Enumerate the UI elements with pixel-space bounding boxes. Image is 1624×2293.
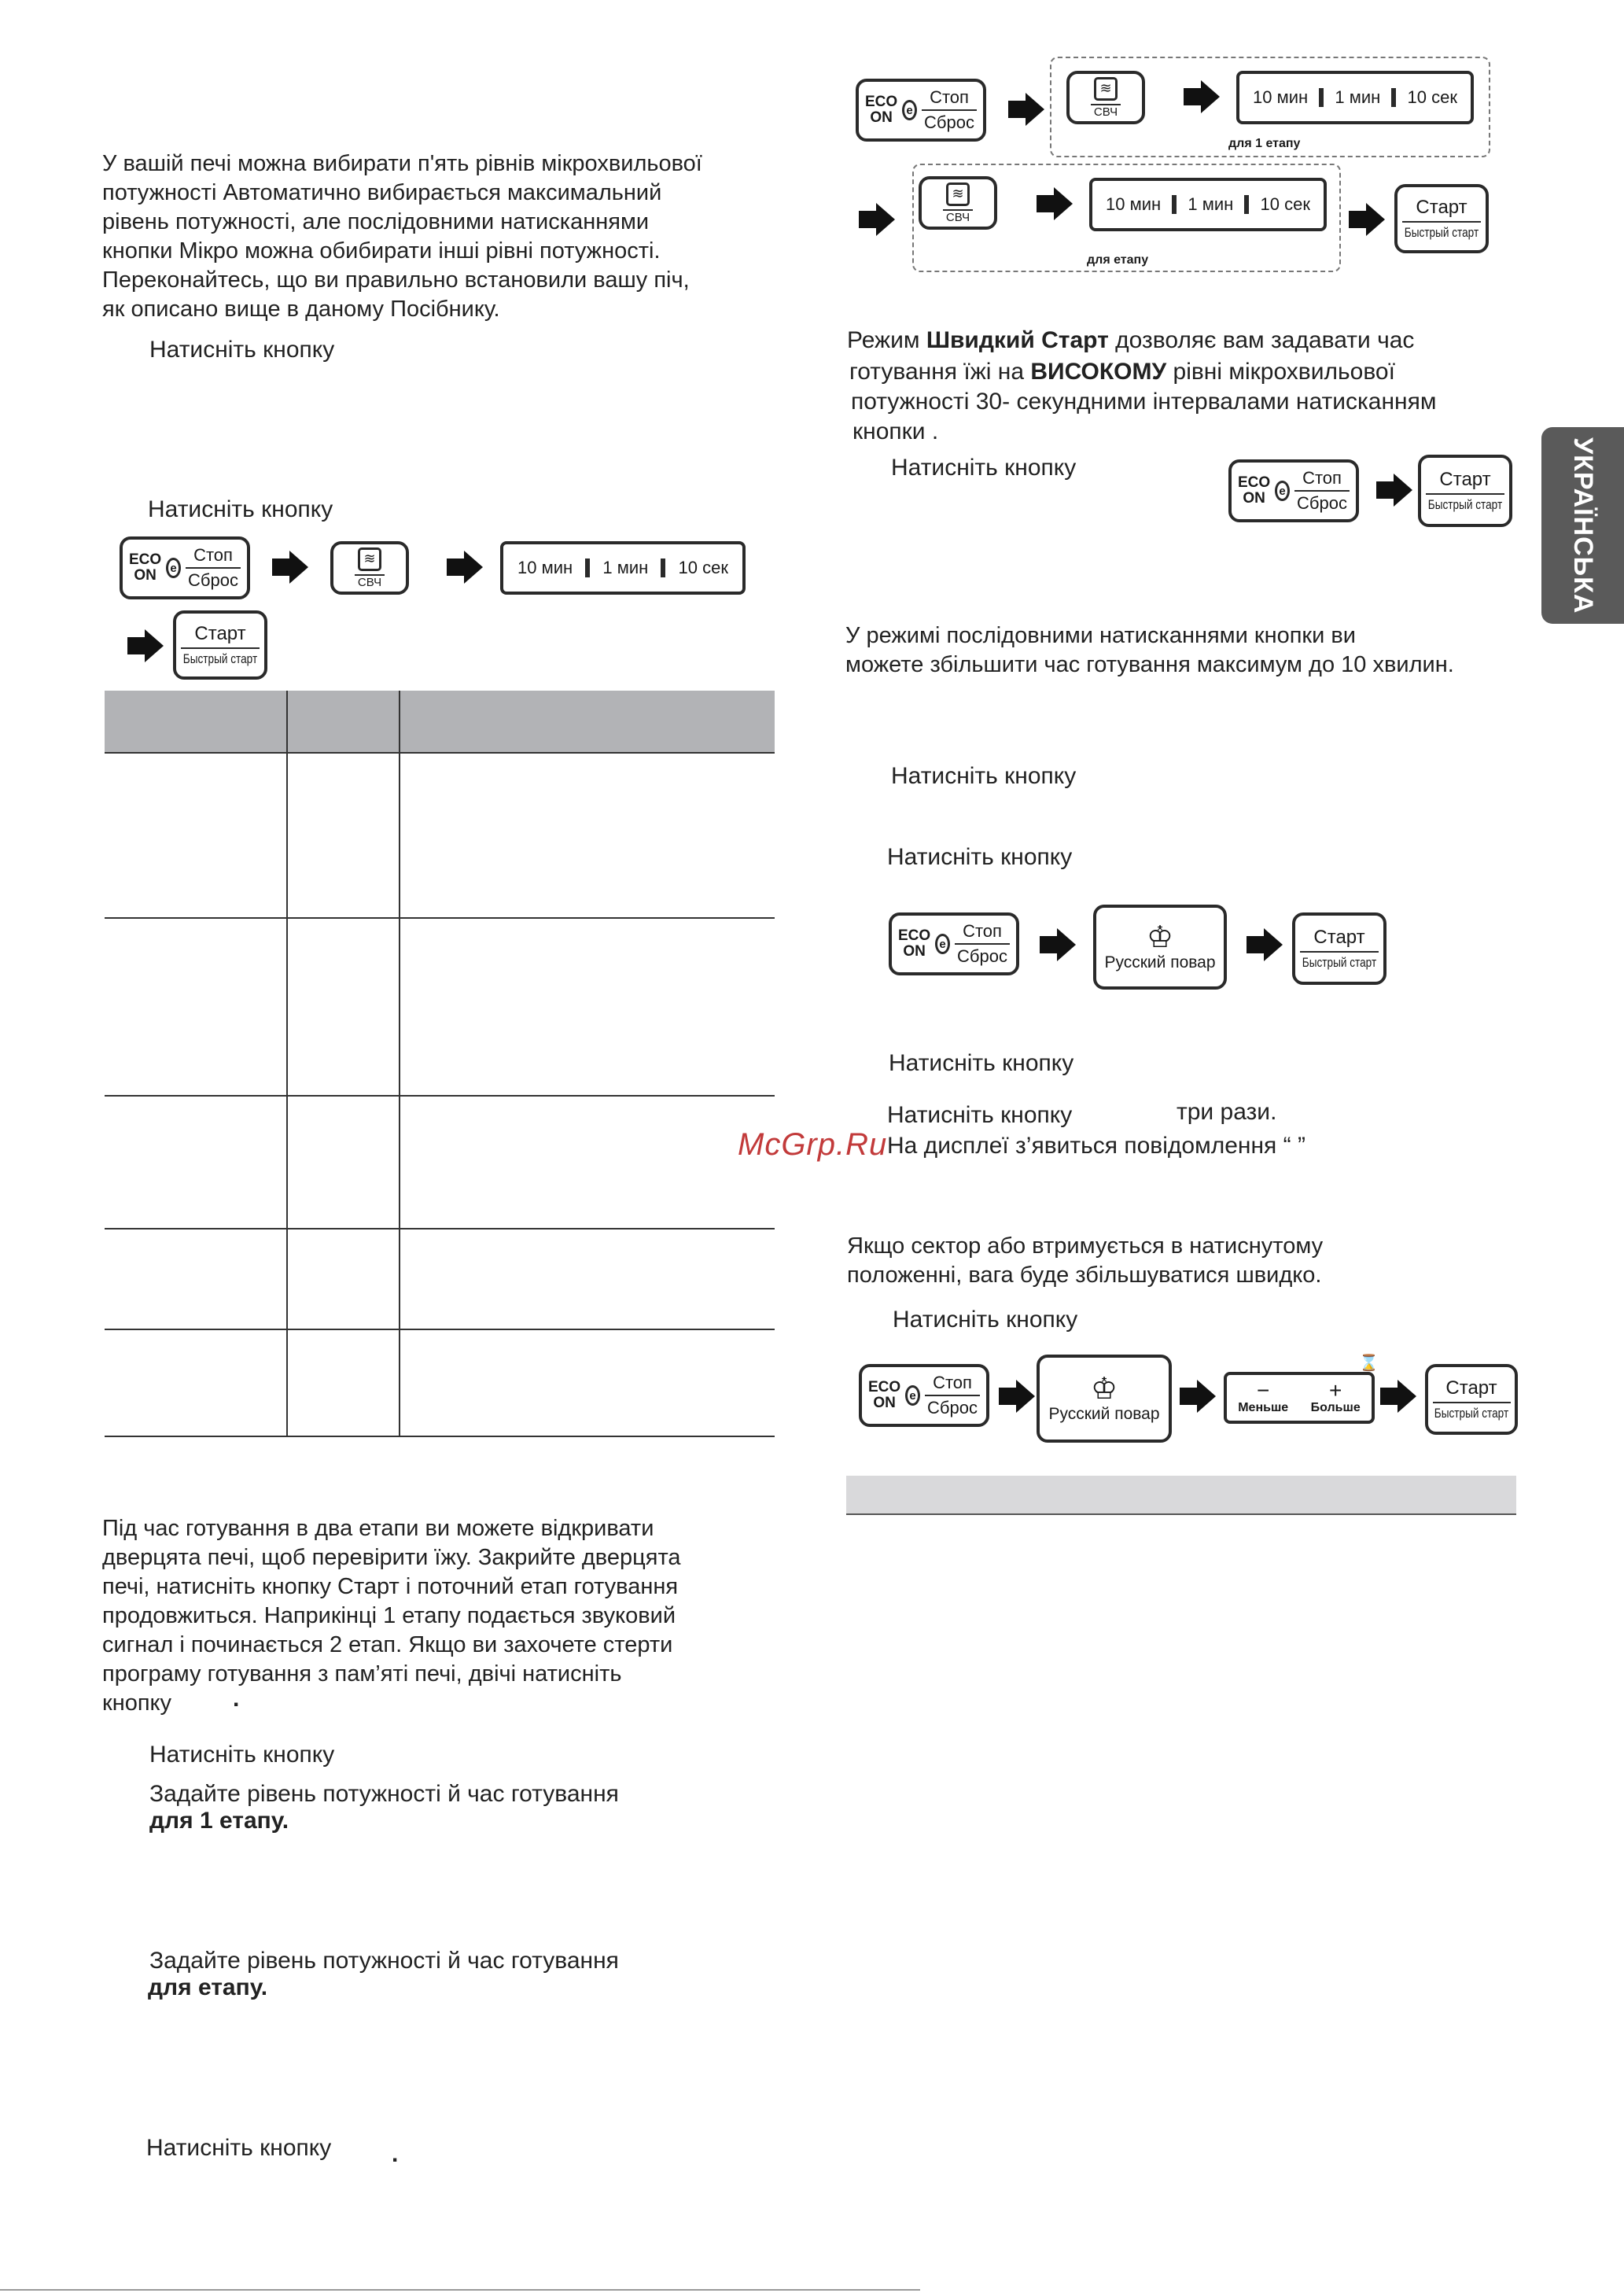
eco-stop-button[interactable] — [859, 1364, 989, 1427]
quick-start-label: Быстрый старт — [182, 651, 258, 666]
microwave-button[interactable] — [919, 176, 997, 230]
stop-reset-label: Стоп Сброс — [922, 87, 977, 133]
start-label: Старт — [1445, 1377, 1497, 1399]
language-tab: УКРАЇНСЬКА — [1541, 427, 1624, 624]
eco-label: ECO ON — [865, 94, 898, 126]
stop-reset-label: Стоп Сброс — [1294, 468, 1350, 514]
step-press-button-2: Натисніть кнопку — [148, 496, 333, 522]
step-press-button-1: Натисніть кнопку — [149, 337, 335, 363]
time-1min-button[interactable]: 1 мин — [602, 558, 649, 577]
watermark: McGrp.Ru — [738, 1127, 888, 1162]
step-set-stage1: Задайте рівень потужності й час готування — [149, 1781, 619, 1807]
table-row-border — [105, 1228, 775, 1229]
quick-start-label: Быстрый старт — [1434, 1406, 1509, 1421]
table-row-border — [105, 1329, 775, 1330]
display-message: На дисплеї з’явиться повідомлення “ ” — [887, 1133, 1305, 1159]
russian-chef-button[interactable] — [1093, 905, 1227, 990]
time-1min-button[interactable]: 1 мин — [1335, 87, 1381, 107]
eco-label: ECO ON — [129, 551, 162, 584]
quick-start-line3: потужності 30- секундними інтервалами натисканням — [851, 389, 1437, 415]
microwave-icon: ≋ — [1094, 77, 1118, 101]
quick-start-line2: готування їжі на ВИСОКОМУ рівні мікрохвильової — [849, 359, 1395, 385]
mode-paragraph: У режимі послідовними натисканнями кнопки ви можете збільшити час готування максимум до 10 хвилин. — [845, 623, 1454, 677]
chef-hat-icon: ♔ — [1090, 1373, 1118, 1406]
time-10sec-button[interactable]: 10 сек — [678, 558, 728, 577]
table-header — [105, 691, 775, 752]
stop-reset-label: Стоп Сброс — [186, 545, 241, 591]
stage2-caption: для етапу — [1087, 253, 1149, 267]
time-buttons[interactable] — [500, 541, 746, 595]
two-stage-paragraph: Під час готування в два етапи ви можете відкривати дверцята печі, щоб перевірити їжу. Закрийте дверцята печі, натисніть кнопку Старт і поточний етап готування продовжиться. Наприкінці 1 етапу подається звуковий сигнал і починається 2 етап. Якщо ви захочете стерти програму готування з пам’яті печі, двічі натисніть кнопку — [102, 1516, 681, 1716]
microwave-button[interactable] — [330, 541, 409, 595]
start-button[interactable] — [1394, 184, 1489, 253]
less-more-buttons[interactable] — [1224, 1372, 1375, 1424]
eco-leaf-icon: e — [1275, 481, 1290, 501]
step-press-r1: Натисніть кнопку — [891, 763, 1077, 789]
quick-start-line1: Режим Швидкий Старт дозволяє вам задавати час — [847, 327, 1415, 353]
time-10min-button[interactable]: 10 мин — [1253, 87, 1309, 107]
eco-label: ECO ON — [898, 927, 931, 960]
time-10min-button[interactable]: 10 мин — [1106, 194, 1162, 214]
step-press-button-3: Натисніть кнопку — [149, 1742, 335, 1768]
stage2-label: для етапу. — [148, 1974, 268, 2000]
chef-label: Русский повар — [1048, 1405, 1160, 1423]
weight-icon: ⌛ — [1359, 1355, 1379, 1372]
microwave-button[interactable] — [1066, 71, 1145, 124]
footer-line — [0, 2289, 920, 2291]
step-press-r4: Натисніть кнопку — [887, 1102, 1073, 1128]
start-label: Старт — [1313, 927, 1365, 948]
time-10min-button[interactable]: 10 мин — [517, 558, 573, 577]
time-buttons[interactable] — [1236, 71, 1474, 124]
microwave-caption: СВЧ — [355, 574, 385, 589]
start-label: Старт — [1439, 469, 1491, 490]
eco-stop-button[interactable] — [856, 79, 986, 142]
intro-paragraph: У вашій печі можна вибирати п'ять рівнів мікрохвильової потужності Автоматично вибирається максимальний рівень потужності, але послідовними натисканнями кнопки Мікро можна обибирати інші рівні потужності. Переконайтесь, що ви правильно встановили вашу піч, як описано вище в даному Посібнику. — [102, 151, 702, 322]
step-press-quick: Натисніть кнопку — [891, 455, 1077, 481]
stage1-caption: для 1 етапу — [1228, 137, 1301, 150]
start-button[interactable] — [1292, 912, 1386, 985]
stop-reset-label: Стоп Сброс — [955, 921, 1010, 967]
more-button[interactable]: + Больше — [1310, 1378, 1361, 1414]
table-row-border — [105, 1095, 775, 1097]
eco-label: ECO ON — [868, 1379, 901, 1411]
three-times: три рази. — [1177, 1099, 1277, 1125]
eco-stop-button[interactable] — [1228, 459, 1359, 522]
table-row-border — [105, 917, 775, 919]
eco-leaf-icon: e — [902, 100, 917, 120]
start-label: Старт — [1416, 197, 1467, 218]
start-button[interactable] — [173, 610, 267, 680]
quick-start-line4: кнопки . — [853, 418, 939, 444]
russian-chef-button[interactable] — [1037, 1355, 1172, 1443]
quick-start-label: Быстрый старт — [1302, 955, 1377, 970]
time-1min-button[interactable]: 1 мин — [1188, 194, 1234, 214]
eco-leaf-icon: e — [905, 1385, 920, 1406]
table-row-border — [105, 752, 775, 754]
eco-stop-button[interactable] — [120, 536, 250, 599]
time-buttons[interactable] — [1089, 178, 1327, 231]
eco-leaf-icon: e — [166, 558, 181, 578]
start-button[interactable] — [1418, 455, 1512, 527]
microwave-caption: СВЧ — [1091, 104, 1121, 119]
step-press-r2: Натисніть кнопку — [887, 844, 1073, 870]
sector-paragraph: Якщо сектор або втримується в натиснутому положенні, вага буде збільшуватися швидко. — [847, 1233, 1324, 1288]
less-button[interactable]: − Меньше — [1238, 1378, 1289, 1414]
eco-label: ECO ON — [1238, 474, 1271, 507]
eco-leaf-icon: e — [935, 934, 950, 954]
microwave-icon: ≋ — [946, 182, 970, 206]
step-press-button-4: Натисніть кнопку — [146, 2135, 332, 2161]
table-header-right — [846, 1476, 1516, 1515]
time-10sec-button[interactable]: 10 сек — [1260, 194, 1310, 214]
start-label: Старт — [194, 623, 246, 644]
step-set-stage2: Задайте рівень потужності й час готування — [149, 1948, 619, 1974]
chef-label: Русский повар — [1104, 953, 1216, 971]
table-row-border — [105, 1436, 775, 1437]
microwave-icon: ≋ — [358, 547, 381, 571]
table-divider — [399, 691, 400, 1436]
dot: . — [233, 1686, 240, 1712]
step-press-r5: Натисніть кнопку — [893, 1307, 1078, 1333]
chef-hat-icon: ♔ — [1146, 921, 1174, 954]
table-divider — [286, 691, 288, 1436]
dot: . — [392, 2141, 399, 2167]
quick-start-label: Быстрый старт — [1427, 497, 1503, 512]
step-press-r3: Натисніть кнопку — [889, 1050, 1074, 1076]
stage1-label: для 1 етапу. — [149, 1808, 289, 1834]
quick-start-label: Быстрый старт — [1404, 225, 1479, 240]
microwave-caption: СВЧ — [943, 209, 973, 224]
eco-stop-button[interactable] — [889, 912, 1019, 975]
time-10sec-button[interactable]: 10 сек — [1407, 87, 1457, 107]
stop-reset-label: Стоп Сброс — [925, 1373, 980, 1418]
start-button[interactable] — [1425, 1364, 1518, 1435]
